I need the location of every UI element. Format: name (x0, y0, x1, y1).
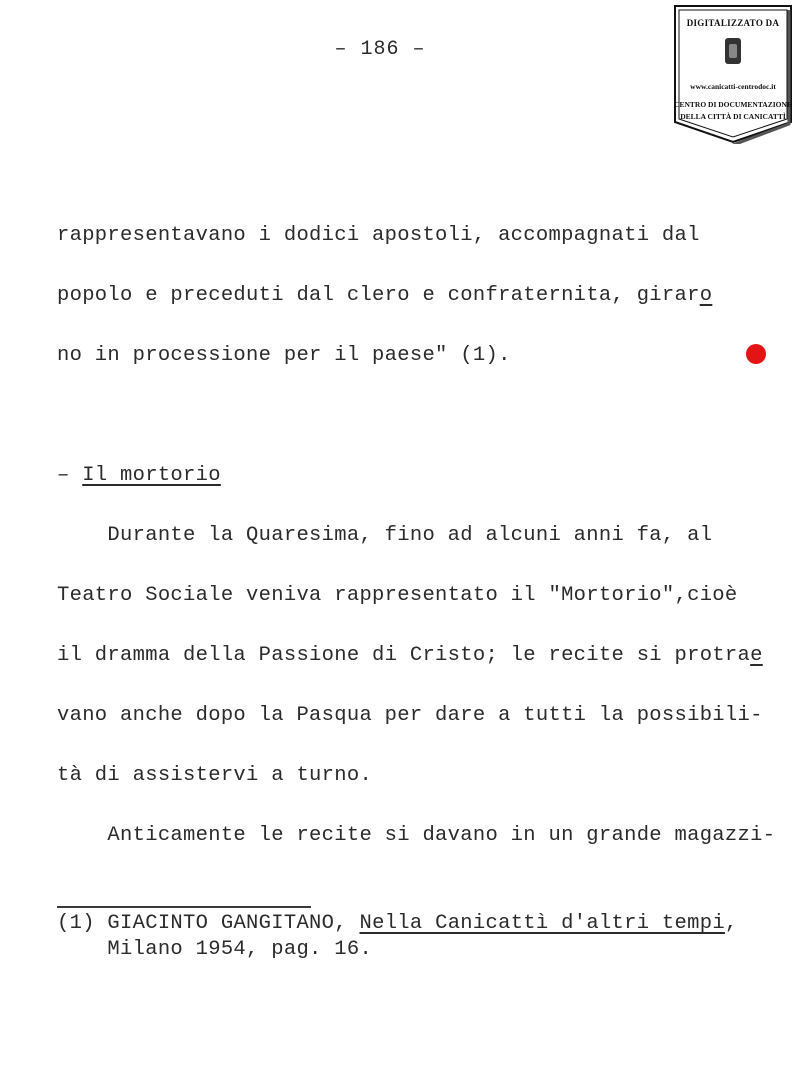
footnote-line-2: Milano 1954, pag. 16. (57, 938, 373, 961)
heading-dash: – (57, 464, 83, 487)
stamp-url: www.canicatti-centrodoc.it (690, 82, 776, 91)
body-line-6-underlined: e (750, 644, 763, 667)
body-line-9: Anticamente le recite si davano in un grande magazzi- (57, 824, 776, 847)
stamp-line1: CENTRO DI DOCUMENTAZIONE (674, 100, 792, 109)
digitization-stamp (671, 4, 795, 144)
body-line-4: Durante la Quaresima, fino ad alcuni anni fa, al (57, 524, 713, 547)
body-line-7: vano anche dopo la Pasqua per dare a tutti la possibili- (57, 704, 763, 727)
footnote-author: GIACINTO GANGITANO (107, 912, 335, 935)
body-line-6-text: il dramma della Passione di Cristo; le recite si protra (57, 644, 751, 667)
footnote-title: Nella Canicattì d'altri tempi (359, 912, 725, 935)
footnote-rule (57, 906, 311, 908)
body-line-1: rappresentavano i dodici apostoli, accompagnati dal (57, 224, 700, 247)
stamp-line2: DELLA CITTÀ DI CANICATTÌ (680, 112, 786, 121)
footnote-end: , (724, 912, 738, 935)
body-line-8: tà di assistervi a turno. (57, 764, 373, 787)
footnote-line-1 (57, 912, 738, 935)
body-line-2 (57, 284, 712, 307)
body-line-3: no in processione per il paese" (1). (57, 344, 511, 367)
stamp-title: DIGITALIZZATO DA (686, 18, 780, 28)
red-dot-marker (746, 344, 766, 364)
heading-title: Il mortorio (82, 464, 221, 487)
footnote-sep: , (334, 912, 360, 935)
section-heading (57, 464, 221, 487)
body-line-2-underlined: o (699, 284, 713, 307)
body-line-6 (57, 644, 763, 667)
footnote-marker: (1) (57, 912, 108, 935)
body-line-2-text: popolo e preceduti dal clero e confraternita, girar (57, 284, 700, 307)
page-number: – 186 – (334, 38, 426, 61)
body-line-5: Teatro Sociale veniva rappresentato il "Mortorio",cioè (57, 584, 738, 607)
